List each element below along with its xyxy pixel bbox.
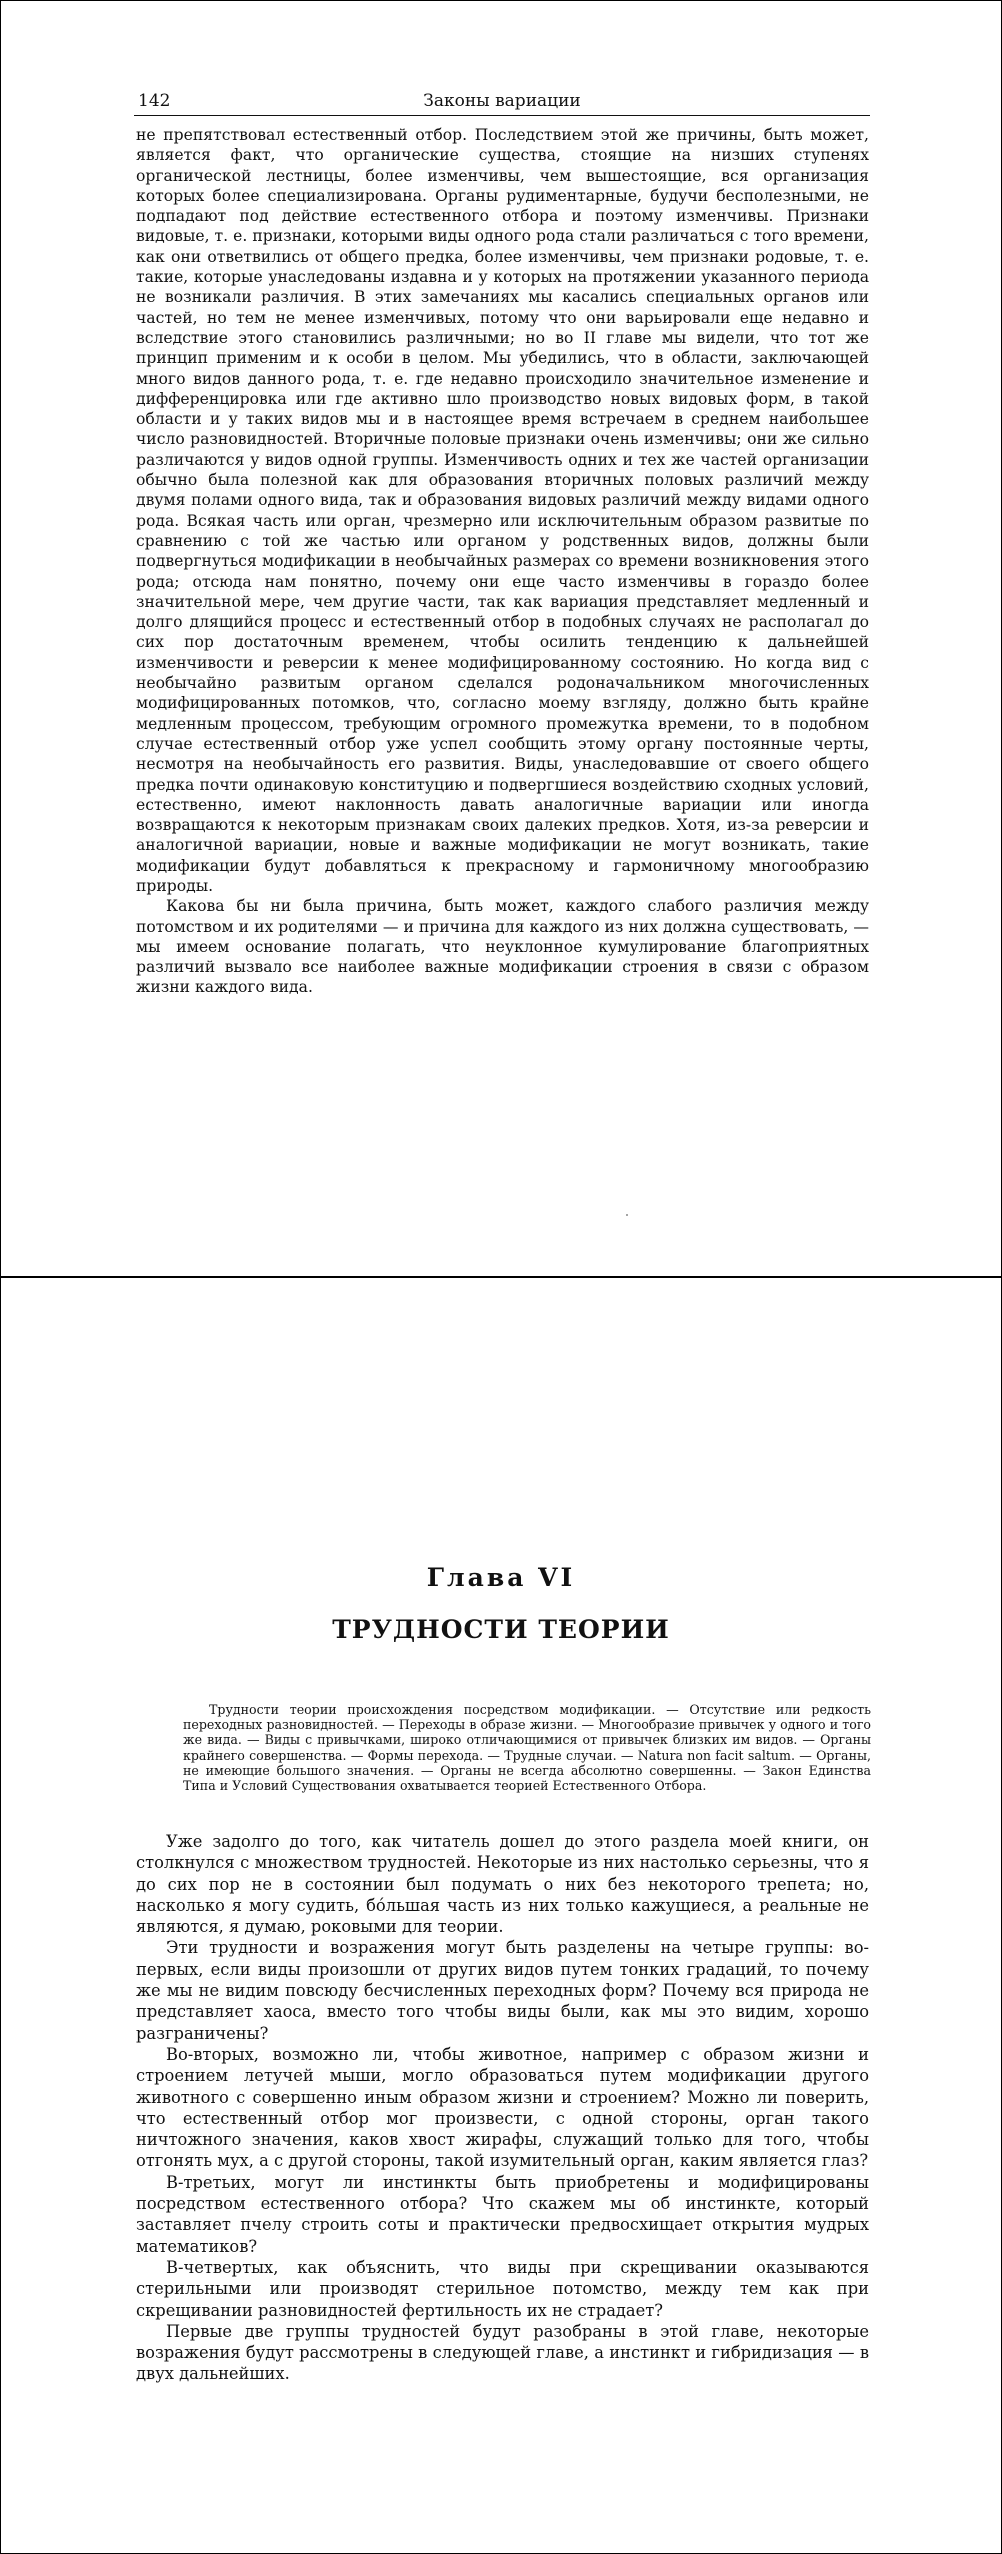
paragraph: Уже задолго до того, как читатель дошел до этого раздела моей книги, он столкнулся с множеством трудностей. Некоторые из них настолько серьезны, что я до сих пор не в состоянии был подумать о них без некоторого трепета; но, насколько я могу судить, бо́льшая часть из них только кажущиеся, а реальные не являются, я думаю, роковыми для теории.	[136, 1832, 869, 1937]
paragraph: Эти трудности и возражения могут быть разделены на четыре группы: во-первых, если виды произошли от других видов путем тонких градаций, то почему же мы не видим повсюду бесчисленных переходных форм? Почему вся природа не представляет хаоса, вместо того чтобы виды были, как мы это видим, хорошо разграничены?	[136, 1938, 869, 2043]
body-text	[136, 1831, 869, 2385]
paragraph: Первые две группы трудностей будут разобраны в этой главе, некоторые возражения будут рассмотрены в следующей главе, а инстинкт и гибридизация — в двух дальнейших.	[136, 2321, 869, 2384]
paragraph: В-третьих, могут ли инстинкты быть приобретены и модифицированы посредством естественного отбора? Что скажем мы об инстинкте, который заставляет пчелу строить соты и практически предвосхищает открытия мудрых математиков?	[136, 2172, 869, 2256]
running-header	[134, 89, 870, 116]
page-chapter-start	[0, 1277, 1002, 2554]
body-text	[136, 125, 869, 998]
paragraph: Какова бы ни была причина, быть может, каждого слабого различия между потомством и их родителями — и причина для каждого из них должна существовать, — мы имеем основание полагать, что неуклонное кумулирование благоприятных различий вызвало все наиболее важные модификации строения в связи с образом жизни каждого вида.	[136, 897, 869, 997]
page-number: 142	[138, 91, 171, 111]
chapter-summary: Трудности теории происхождения посредством модификации. — Отсутствие или редкость переходных разновидностей. — Переходы в образе жизни. — Многообразие привычек у одного и того же вида. — Виды с привычками, широко отличающимися от привычек близких им видов. — Органы крайнего совершенства. — Формы перехода. — Трудные случаи. — Natura non facit saltum. — Органы, не имеющие большого значения. — Органы не всегда абсолютно совершенны. — Закон Единства Типа и Условий Существования охватывается теорией Естественного Отбора.	[183, 1702, 871, 1794]
paragraph: не препятствовал естественный отбор. Последствием этой же причины, быть может, является факт, что органические существа, стоящие на низших ступенях органической лестницы, более изменчивы, чем вышестоящие, вся организация которых более специализирована. Органы рудиментарные, будучи бесполезными, не подпадают под действие естественного отбора и поэтому изменчивы. Признаки видовые, т. е. признаки, которыми виды одного рода стали различаться с того времени, как они ответвились от общего предка, более изменчивы, чем признаки родовые, т. е. такие, которые унаследованы издавна и у которых на протяжении указанного периода не возникали различия. В этих замечаниях мы касались специальных органов или частей, но тем не менее изменчивых, потому что они варьировали еще недавно и вследствие этого становились различными; но во II главе мы видели, что тот же принцип применим и к особи в целом. Мы убедились, что в области, заключающей много видов данного рода, т. е. где недавно происходило значительное изменение и дифференцировка или где активно шло производство новых видовых форм, в такой области и у таких видов мы и в настоящее время встречаем в среднем наибольшее число разновидностей. Вторичные половые признаки очень изменчивы; они же сильно различаются у видов одной группы. Изменчивость одних и тех же частей организации обычно была полезной как для образования вторичных половых различий между двумя полами одного вида, так и образования видовых различий между видами одного рода. Всякая часть или орган, чрезмерно или исключительным образом развитые по сравнению с той же частью или органом у родственных видов, должны были подвергнуться модификации в необычайных размерах со времени возникновения этого рода; отсюда нам понятно, почему они еще часто изменчивы в гораздо более значительной мере, чем другие части, так как вариация представляет медленный и долго длящийся процесс и естественный отбор в подобных случаях не располагал до сих пор достаточным временем, чтобы осилить тенденцию к дальнейшей изменчивости и реверсии к менее модифицированному состоянию. Но когда вид с необычайно развитым органом сделался родоначальником многочисленных модифицированных потомков, что, согласно моему взгляду, должно быть крайне медленным процессом, требующим огромного промежутка времени, то в подобном случае естественный отбор уже успел сообщить этому органу постоянные черты, несмотря на необычайность его развития. Виды, унаследовавшие от своего общего предка почти одинаковую конституцию и подвергшиеся воздействию сходных условий, естественно, имеют наклонность давать аналогичные вариации или иногда возвращаются к некоторым признакам своих далеких предков. Хотя, из-за реверсии и аналогичной вариации, новые и важные модификации не могут возникать, такие модификации будут добавляться к прекрасному и гармоничному многообразию природы.	[136, 126, 869, 895]
running-title: Законы вариации	[423, 91, 581, 111]
paragraph: В-четвертых, как объяснить, что виды при скрещивании оказываются стерильными или производят стерильное потомство, между тем как при скрещивании разновидностей фертильность их не страдает?	[136, 2257, 869, 2320]
chapter-label: Глава VI	[426, 1563, 576, 1592]
chapter-title: ТРУДНОСТИ ТЕОРИИ	[332, 1615, 670, 1644]
paragraph: Во-вторых, возможно ли, чтобы животное, например с образом жизни и строением летучей мыши, могло образоваться путем модификации другого животного с совершенно иным образом жизни и строением? Можно ли поверить, что естественный отбор мог произвести, с одной стороны, орган такого ничтожного значения, каков хвост жирафы, служащий только для того, чтобы отгонять мух, а с другой стороны, такой изумительный орган, каким является глаз?	[136, 2044, 869, 2171]
scan-speck	[626, 1214, 628, 1216]
